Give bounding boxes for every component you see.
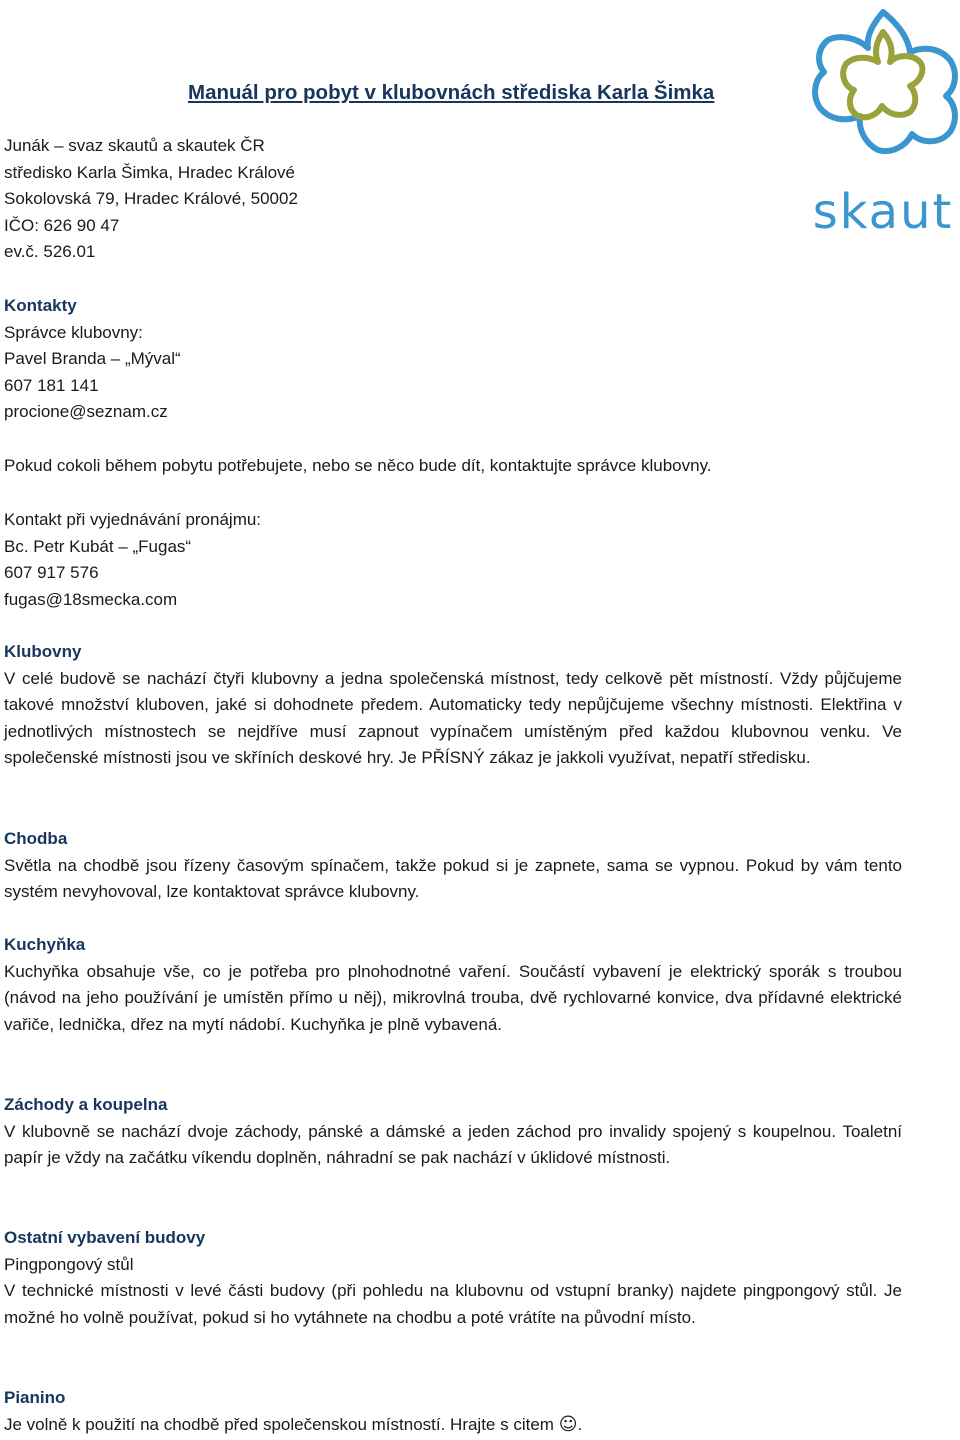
address-line: ev.č. 526.01 <box>4 242 96 261</box>
rental-contact <box>4 507 902 613</box>
section-heading: Chodba <box>4 829 68 848</box>
manager-label: Správce klubovny: <box>4 322 143 342</box>
section-zachody <box>4 1092 902 1172</box>
section-text: Je volně k použití na chodbě před společenskou místností. Hrajte s citem <box>4 1414 554 1434</box>
section-ostatni <box>4 1225 902 1331</box>
section-heading: Ostatní vybavení budovy <box>4 1228 206 1247</box>
section-text: V technické místnosti v levé části budovy (při pohledu na klubovnu od vstupní branky) najdete pingpongový stůl. Je možné ho volně používat, pokud si ho vytáhnete na chodbu a poté vrátíte na původní místo. <box>4 1281 902 1327</box>
section-heading: Klubovny <box>4 642 82 661</box>
section-pianino <box>4 1385 902 1438</box>
section-kuchynka <box>4 932 902 1038</box>
manager-name: Pavel Branda – „Mýval“ <box>4 349 181 368</box>
section-text: V celé budově se nachází čtyři klubovny a jedna společenská místnost, tedy celkově pět místností. Vždy půjčujeme takové množství kluboven, jaké si dohodnete předem. Automaticky tedy nepůjčujeme všechny místnosti. Elektřina v jednotlivých místnostech se nejdříve musí zapnout vypínačem umístěným před každou klubovnou venku. Ve společenské místnosti jsou ve skříních deskové hry. Je PŘÍSNÝ zákaz je jakkoli využívat, nepatří středisku. <box>4 668 902 767</box>
section-text: Světla na chodbě jsou řízeny časovým spínačem, takže pokud si je zapnete, sama se vypnou. Pokud by vám tento systém nevyhovoval, lze kontaktovat správce klubovny. <box>4 855 902 901</box>
sub-heading: Pingpongový stůl <box>4 1254 134 1274</box>
manager-phone: 607 181 141 <box>4 375 99 395</box>
smiley-icon: ☺ <box>558 1413 578 1435</box>
document-title: Manuál pro pobyt v klubovnách střediska Karla Šimka <box>188 81 715 104</box>
address-line: středisko Karla Šimka, Hradec Králové <box>4 162 296 182</box>
rental-label: Kontakt při vyjednávání pronájmu: <box>4 510 262 529</box>
section-text-line <box>4 1412 902 1439</box>
rental-name: Bc. Petr Kubát – „Fugas“ <box>4 536 192 556</box>
section-text: V klubovně se nachází dvoje záchody, pánské a dámské a jeden záchod pro invalidy spojený s koupelnou. Toaletní papír je vždy na začátku víkendu doplněn, náhradní se pak nachází v úklidové místnosti. <box>4 1121 902 1167</box>
sentence-end: . <box>577 1414 583 1434</box>
contacts-heading: Kontakty <box>4 296 77 315</box>
section-klubovny <box>4 639 902 772</box>
address-block <box>4 133 902 266</box>
section-heading: Kuchyňka <box>4 935 86 954</box>
logo-wordmark: skaut <box>812 184 954 236</box>
contact-note-text: Pokud cokoli během pobytu potřebujete, nebo se něco bude dít, kontaktujte správce klubovny. <box>4 456 712 475</box>
address-line: Junák – svaz skautů a skautek ČR <box>4 136 265 155</box>
section-chodba <box>4 826 902 906</box>
rental-phone: 607 917 576 <box>4 563 99 582</box>
section-heading: Záchody a koupelna <box>4 1095 168 1114</box>
manager-email: procione@seznam.cz <box>4 402 168 421</box>
section-text: Kuchyňka obsahuje vše, co je potřeba pro plnohodnotné vaření. Součástí vybavení je elektrický sporák s troubou (návod na jeho používání je umístěn přímo u něj), mikrovlná trouba, dvě rychlovarné konvice, dva přídavné elektrické vařiče, lednička, dřez na mytí nádobí. Kuchyňka je plně vybavená. <box>4 961 902 1034</box>
address-line: Sokolovská 79, Hradec Králové, 50002 <box>4 189 298 208</box>
rental-email: fugas@18smecka.com <box>4 589 178 609</box>
contact-note <box>4 453 902 480</box>
address-line: IČO: 626 90 47 <box>4 215 120 235</box>
section-heading: Pianino <box>4 1388 66 1407</box>
contacts-section <box>4 293 902 426</box>
